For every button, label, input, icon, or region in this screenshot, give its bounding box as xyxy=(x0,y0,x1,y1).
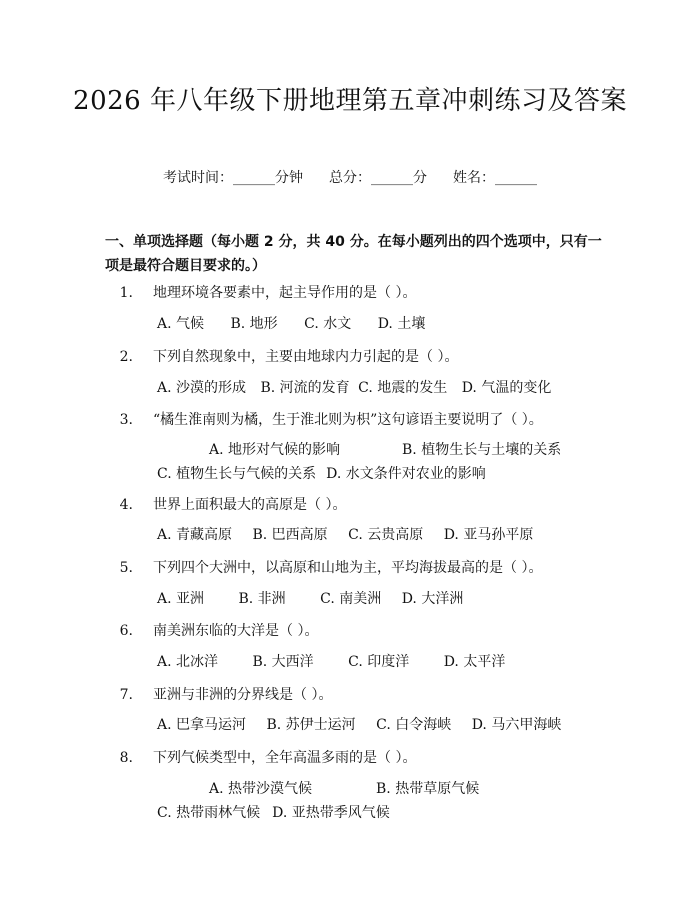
option-b: B. 地形 xyxy=(230,316,278,332)
question-2 xyxy=(105,347,605,367)
question-text: 下列自然现象中，主要由地球内力引起的是（ ）。 xyxy=(153,349,459,365)
option-d: D. 太平洋 xyxy=(443,654,506,670)
question-number: 6. xyxy=(119,623,133,639)
section-heading: 一、单项选择题（每小题 2 分，共 40 分。在每小题列出的四个选项中，只有一项是最符合题目要求的。） xyxy=(105,234,602,274)
option-d: D. 亚马孙平原 xyxy=(443,527,534,543)
option-d: D. 马六甲海峡 xyxy=(471,717,562,733)
question-number: 5. xyxy=(119,560,133,576)
question-4-options xyxy=(105,523,600,547)
option-a: A. 地形对气候的影响 xyxy=(209,442,341,458)
question-text: 下列四个大洲中，以高原和山地为主，平均海拔最高的是（ ）。 xyxy=(153,560,543,576)
question-5-options xyxy=(105,587,600,611)
option-b: B. 热带草原气候 xyxy=(376,781,480,797)
question-number: 3. xyxy=(119,412,133,428)
page-title: 2026 年八年级下册地理第五章冲刺练习及答案 xyxy=(73,86,627,116)
exam-time-field: 考试时间：______分钟 xyxy=(163,170,303,186)
question-text: 南美洲东临的大洋是（ ）。 xyxy=(153,623,319,639)
question-6 xyxy=(105,621,605,641)
question-3-options xyxy=(105,438,600,486)
question-1-options xyxy=(105,312,600,336)
option-c: C. 南美洲 xyxy=(320,591,382,607)
option-d: D. 土壤 xyxy=(377,316,426,332)
option-c: C. 地震的发生 xyxy=(358,380,448,396)
option-c: C. 云贵高原 xyxy=(348,527,424,543)
question-6-options xyxy=(105,650,600,674)
total-score-field: 总分：______分 xyxy=(329,170,427,186)
option-b: B. 植物生长与土壤的关系 xyxy=(402,442,562,458)
question-text: 地理环境各要素中，起主导作用的是（ ）。 xyxy=(153,285,417,301)
question-7 xyxy=(105,685,605,705)
option-c: C. 水文 xyxy=(304,316,352,332)
question-3 xyxy=(105,410,605,430)
option-a: A. 青藏高原 xyxy=(157,527,233,543)
option-d: D. 大洋洲 xyxy=(401,591,464,607)
question-number: 4. xyxy=(119,497,133,513)
exam-meta xyxy=(0,168,700,188)
option-a: A. 气候 xyxy=(157,316,205,332)
option-c: C. 植物生长与气候的关系 xyxy=(157,466,317,482)
option-a: A. 亚洲 xyxy=(157,591,205,607)
option-a: A. 巴拿马运河 xyxy=(157,717,247,733)
question-text: “橘生淮南则为橘，生于淮北则为枳”这句谚语主要说明了（ ）。 xyxy=(153,412,543,428)
option-b: B. 非洲 xyxy=(238,591,286,607)
option-b: B. 河流的发育 xyxy=(260,380,350,396)
option-c: C. 热带雨林气候 xyxy=(157,805,261,821)
question-1 xyxy=(105,283,605,303)
option-b: B. 苏伊士运河 xyxy=(266,717,356,733)
question-number: 8. xyxy=(119,750,133,766)
option-d: D. 亚热带季风气候 xyxy=(272,805,390,821)
question-number: 1. xyxy=(119,285,133,301)
question-2-options xyxy=(105,376,600,400)
question-8 xyxy=(105,748,605,768)
option-d: D. 气温的变化 xyxy=(461,380,552,396)
name-field: 姓名：______ xyxy=(453,170,537,186)
question-7-options xyxy=(105,713,600,737)
option-b: B. 巴西高原 xyxy=(252,527,328,543)
question-text: 下列气候类型中，全年高温多雨的是（ ）。 xyxy=(153,750,417,766)
question-4 xyxy=(105,495,605,515)
option-c: C. 白令海峡 xyxy=(376,717,452,733)
option-d: D. 水文条件对农业的影响 xyxy=(326,466,486,482)
option-b: B. 大西洋 xyxy=(252,654,314,670)
question-number: 2. xyxy=(119,349,133,365)
option-a: A. 热带沙漠气候 xyxy=(209,781,313,797)
question-8-options xyxy=(105,777,600,825)
option-c: C. 印度洋 xyxy=(348,654,410,670)
question-number: 7. xyxy=(119,687,133,703)
question-text: 世界上面积最大的高原是（ ）。 xyxy=(153,497,347,513)
option-a: A. 沙漠的形成 xyxy=(157,380,247,396)
option-a: A. 北冰洋 xyxy=(157,654,219,670)
question-5 xyxy=(105,558,605,578)
question-text: 亚洲与非洲的分界线是（ ）。 xyxy=(153,687,333,703)
